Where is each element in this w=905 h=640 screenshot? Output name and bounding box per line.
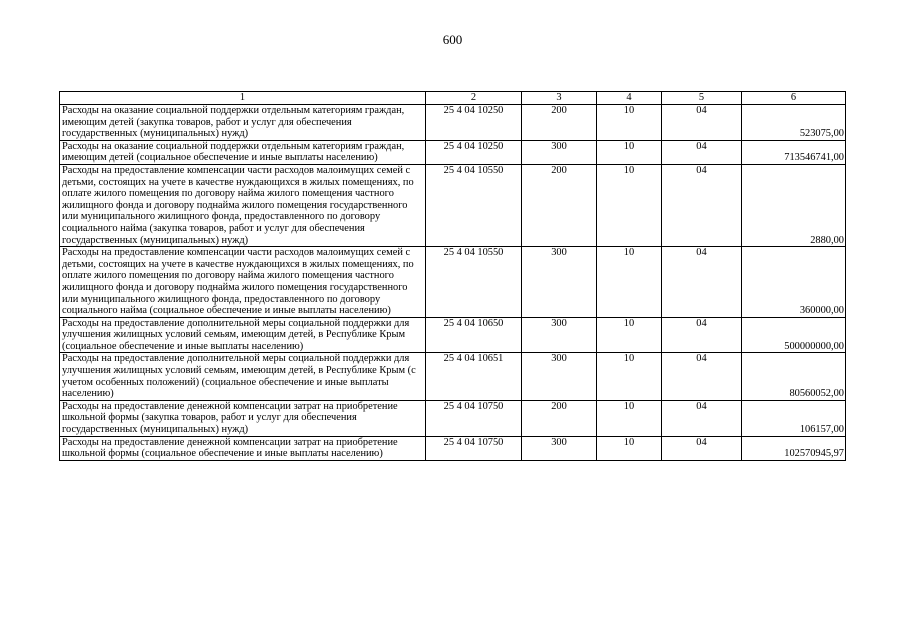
row-description: Расходы на предоставление дополнительной меры социальной поддержки для улучшения жилищных условий семьям, имеющим детей, в Республике Крым (социальное обеспечение и иные выплаты населению) — [60, 317, 426, 353]
table-row — [60, 400, 846, 436]
row-subsection: 04 — [662, 353, 742, 400]
header-row — [60, 92, 846, 105]
row-amount: 523075,00 — [742, 105, 846, 141]
row-section: 10 — [597, 317, 662, 353]
row-expense-type: 200 — [522, 164, 597, 246]
row-code: 25 4 04 10750 — [426, 436, 522, 460]
column-header: 4 — [597, 92, 662, 105]
row-code: 25 4 04 10250 — [426, 140, 522, 164]
row-amount: 360000,00 — [742, 247, 846, 318]
row-code: 25 4 04 10650 — [426, 317, 522, 353]
row-code: 25 4 04 10651 — [426, 353, 522, 400]
row-expense-type: 300 — [522, 317, 597, 353]
row-section: 10 — [597, 400, 662, 436]
row-description: Расходы на оказание социальной поддержки отдельным категориям граждан, имеющим детей (закупка товаров, работ и услуг для обеспечения государственных (муниципальных) нужд) — [60, 105, 426, 141]
row-subsection: 04 — [662, 140, 742, 164]
row-amount: 2880,00 — [742, 164, 846, 246]
row-description: Расходы на предоставление компенсации части расходов малоимущих семей с детьми, состоящих на учете в качестве нуждающихся в жилых помещениях, по оплате жилого помещения по договору найма жилого помещения частного жилищного фонда и договору поднайма жилого помещения государственного или муниципального жилищного фонда, предоставленного по договору социального найма (закупка товаров, работ и услуг для обеспечения государственных (муниципальных) нужд) — [60, 164, 426, 246]
page-number: 600 — [442, 32, 463, 47]
budget-table — [59, 91, 846, 461]
row-section: 10 — [597, 436, 662, 460]
row-description: Расходы на предоставление компенсации части расходов малоимущих семей с детьми, состоящих на учете в качестве нуждающихся в жилых помещениях, по оплате жилого помещения по договору найма жилого помещения частного жилищного фонда и договору поднайма жилого помещения государственного или муниципального жилищного фонда, предоставленного по договору социального найма (социальное обеспечение и иные выплаты населению) — [60, 247, 426, 318]
row-description: Расходы на оказание социальной поддержки отдельным категориям граждан, имеющим детей (социальное обеспечение и иные выплаты населению) — [60, 140, 426, 164]
row-section: 10 — [597, 353, 662, 400]
row-code: 25 4 04 10250 — [426, 105, 522, 141]
column-header: 3 — [522, 92, 597, 105]
column-header: 1 — [60, 92, 426, 105]
row-expense-type: 300 — [522, 353, 597, 400]
row-subsection: 04 — [662, 317, 742, 353]
row-amount: 102570945,97 — [742, 436, 846, 460]
row-section: 10 — [597, 247, 662, 318]
row-expense-type: 300 — [522, 436, 597, 460]
table-row — [60, 317, 846, 353]
row-subsection: 04 — [662, 247, 742, 318]
row-amount: 500000000,00 — [742, 317, 846, 353]
row-code: 25 4 04 10550 — [426, 247, 522, 318]
table-row — [60, 140, 846, 164]
table-row — [60, 353, 846, 400]
row-description: Расходы на предоставление дополнительной меры социальной поддержки для улучшения жилищных условий семьям, имеющим детей, в Республике Крым (с учетом особенных положений) (социальное обеспечение и иные выплаты населению) — [60, 353, 426, 400]
row-description: Расходы на предоставление денежной компенсации затрат на приобретение школьной формы (социальное обеспечение и иные выплаты населению) — [60, 436, 426, 460]
column-header: 2 — [426, 92, 522, 105]
row-expense-type: 200 — [522, 400, 597, 436]
row-subsection: 04 — [662, 400, 742, 436]
row-section: 10 — [597, 105, 662, 141]
row-amount: 106157,00 — [742, 400, 846, 436]
row-amount: 80560052,00 — [742, 353, 846, 400]
row-subsection: 04 — [662, 105, 742, 141]
row-expense-type: 200 — [522, 105, 597, 141]
table-row — [60, 436, 846, 460]
row-expense-type: 300 — [522, 247, 597, 318]
table-row — [60, 164, 846, 246]
row-section: 10 — [597, 140, 662, 164]
table-row — [60, 105, 846, 141]
row-subsection: 04 — [662, 164, 742, 246]
row-code: 25 4 04 10750 — [426, 400, 522, 436]
column-header: 5 — [662, 92, 742, 105]
row-description: Расходы на предоставление денежной компенсации затрат на приобретение школьной формы (закупка товаров, работ и услуг для обеспечения государственных (муниципальных) нужд) — [60, 400, 426, 436]
row-subsection: 04 — [662, 436, 742, 460]
row-amount: 713546741,00 — [742, 140, 846, 164]
table-row — [60, 247, 846, 318]
row-section: 10 — [597, 164, 662, 246]
row-code: 25 4 04 10550 — [426, 164, 522, 246]
column-header: 6 — [742, 92, 846, 105]
row-expense-type: 300 — [522, 140, 597, 164]
